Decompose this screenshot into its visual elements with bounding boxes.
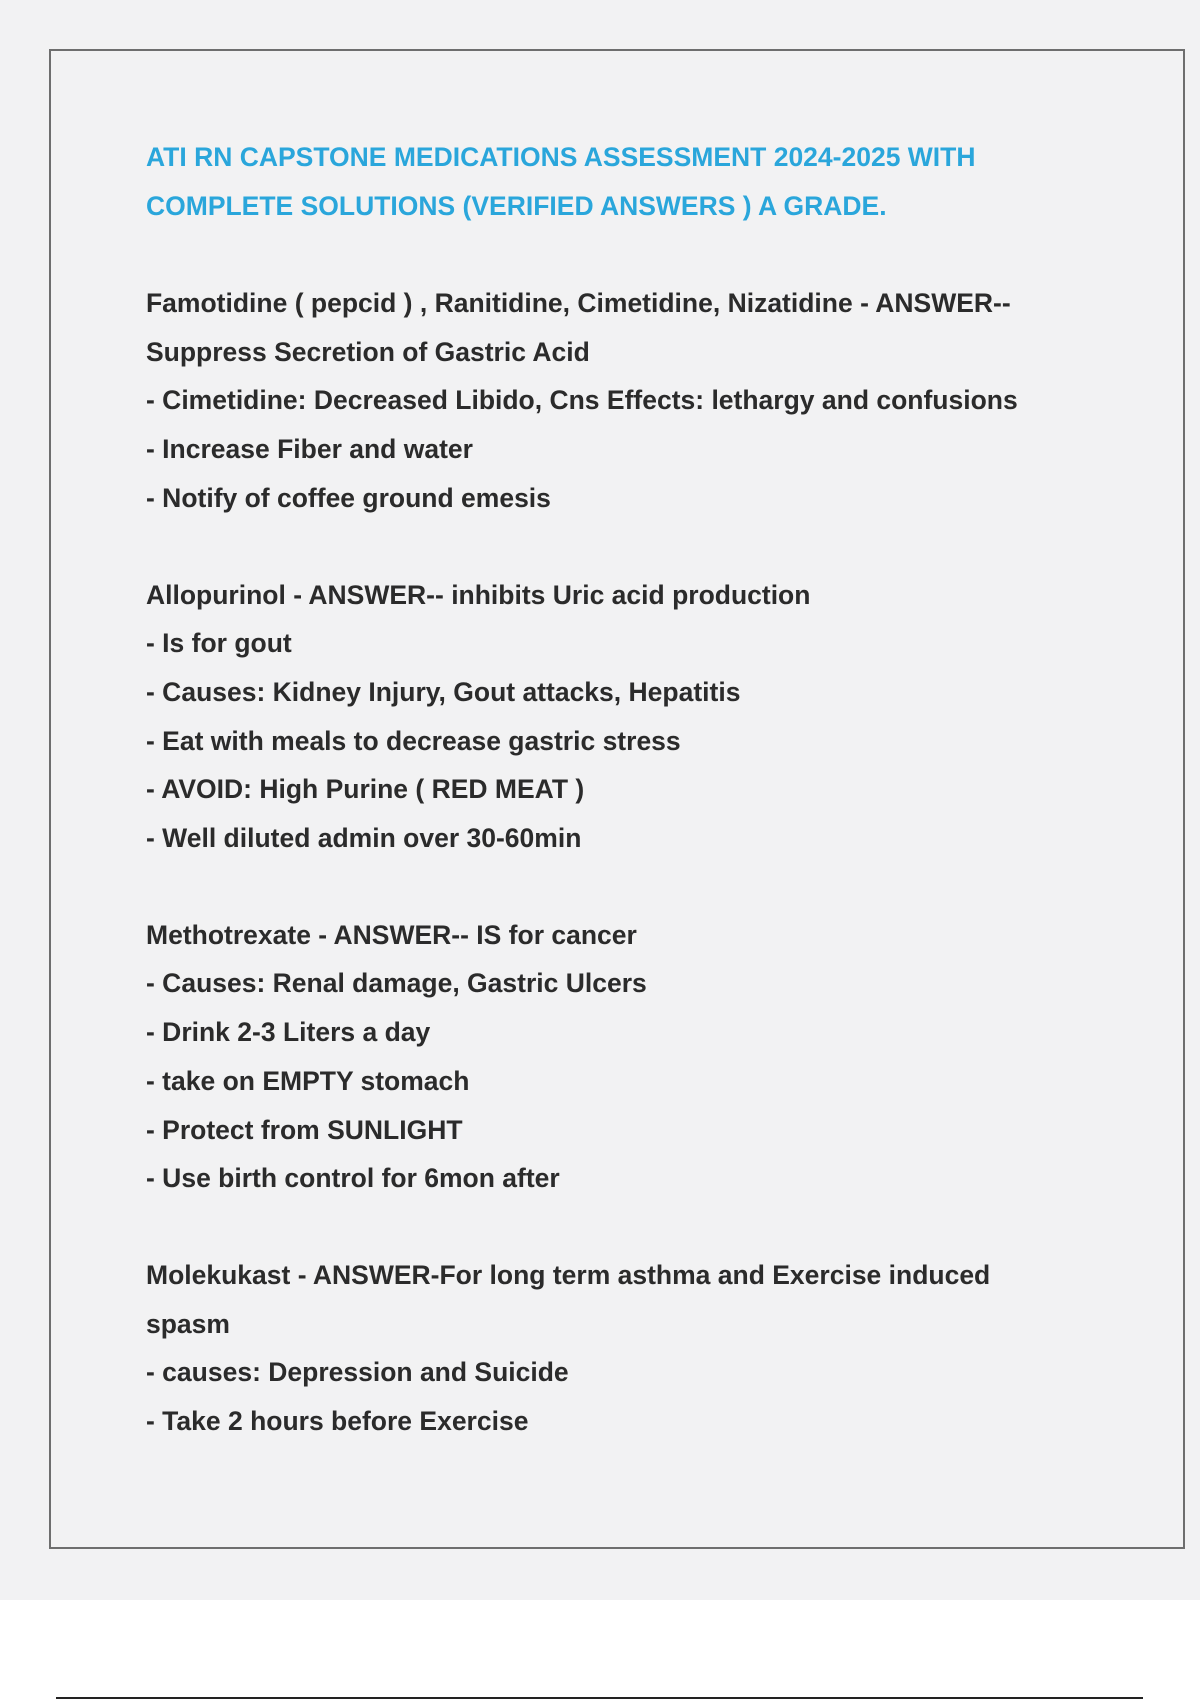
entry-line: - Protect from SUNLIGHT — [146, 1114, 463, 1145]
entry-line: - Take 2 hours before Exercise — [146, 1406, 529, 1437]
entry-methotrexate — [146, 911, 1136, 1203]
entry-line: - take on EMPTY stomach — [146, 1065, 470, 1096]
entry-line: - Causes: Renal damage, Gastric Ulcers — [146, 968, 647, 999]
entry-line: - Eat with meals to decrease gastric stress — [146, 725, 681, 756]
entry-line: - Use birth control for 6mon after — [146, 1163, 560, 1194]
entry-allopurinol — [146, 571, 1136, 863]
entry-line: - Is for gout — [146, 628, 292, 659]
entry-heading: Famotidine ( pepcid ) , Ranitidine, Cimetidine, Nizatidine - ANSWER-- — [146, 288, 1011, 318]
entry-line: spasm — [146, 1308, 230, 1339]
entry-famotidine — [146, 279, 1136, 523]
bottom-divider — [56, 1697, 1143, 1699]
entry-line: - Drink 2-3 Liters a day — [146, 1017, 431, 1048]
entry-line: - Well diluted admin over 30-60min — [146, 823, 582, 854]
document-title — [146, 133, 1136, 231]
entry-line: - Increase Fiber and water — [146, 434, 473, 465]
entry-heading: Allopurinol - ANSWER-- inhibits Uric acid production — [146, 579, 811, 610]
entry-line: - Notify of coffee ground emesis — [146, 482, 551, 513]
entry-heading: Methotrexate - ANSWER-- IS for cancer — [146, 919, 637, 950]
entry-line: - AVOID: High Purine ( RED MEAT ) — [146, 774, 585, 805]
document-content — [146, 133, 1136, 1494]
title-line: COMPLETE SOLUTIONS (VERIFIED ANSWERS ) A GRADE. — [146, 191, 887, 221]
document-frame — [49, 49, 1185, 1549]
entry-line: - Causes: Kidney Injury, Gout attacks, Hepatitis — [146, 676, 741, 707]
entry-molekukast — [146, 1251, 1136, 1446]
title-line: ATI RN CAPSTONE MEDICATIONS ASSESSMENT 2024-2025 WITH — [146, 142, 976, 172]
entry-line: Suppress Secretion of Gastric Acid — [146, 336, 590, 367]
entry-heading: Molekukast - ANSWER-For long term asthma and Exercise induced — [146, 1259, 991, 1290]
entry-line: - causes: Depression and Suicide — [146, 1357, 569, 1388]
entry-line: - Cimetidine: Decreased Libido, Cns Effects: lethargy and confusions — [146, 385, 1018, 416]
